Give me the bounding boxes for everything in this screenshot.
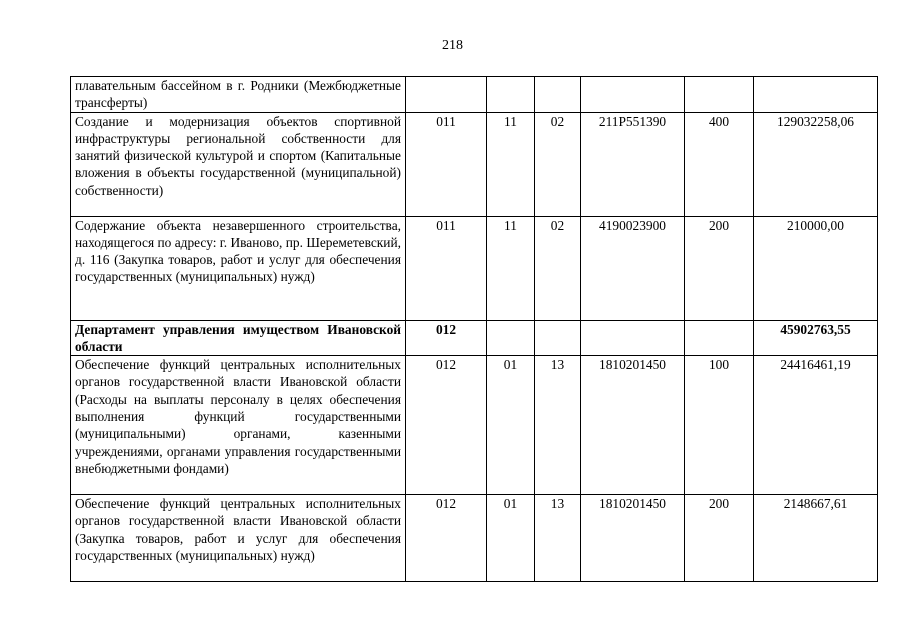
row-description: Департамент управления имуществом Ивановской области <box>71 320 406 356</box>
table-row <box>71 112 878 216</box>
subsection-code: 13 <box>535 495 581 582</box>
table-row <box>71 77 878 113</box>
ministry-code: 012 <box>406 356 487 495</box>
subsection-code <box>535 77 581 113</box>
subsection-code: 02 <box>535 112 581 216</box>
expense-type-code: 200 <box>685 495 754 582</box>
table-row <box>71 495 878 582</box>
amount: 129032258,06 <box>754 112 878 216</box>
ministry-code: 011 <box>406 112 487 216</box>
section-code <box>487 77 535 113</box>
expense-type-code: 200 <box>685 216 754 320</box>
row-description: плавательным бассейном в г. Родники (Межбюджетные трансферты) <box>71 77 406 113</box>
section-code: 11 <box>487 112 535 216</box>
row-description: Обеспечение функций центральных исполнительных органов государственной власти Ивановской области (Закупка товаров, работ и услуг для обеспечения государственных (муниципальных) нужд) <box>71 495 406 582</box>
row-description: Обеспечение функций центральных исполнительных органов государственной власти Ивановской области (Расходы на выплаты персоналу в целях обеспечения выполнения функций государственными (муниципальными) органами, казенными учреждениями, органами управления государственными внебюджетными фондами) <box>71 356 406 495</box>
amount: 210000,00 <box>754 216 878 320</box>
target-article-code <box>581 77 685 113</box>
expense-type-code: 400 <box>685 112 754 216</box>
expense-type-code <box>685 320 754 356</box>
ministry-code: 012 <box>406 495 487 582</box>
subsection-code <box>535 320 581 356</box>
amount: 45902763,55 <box>754 320 878 356</box>
section-code: 11 <box>487 216 535 320</box>
table-row <box>71 216 878 320</box>
target-article-code <box>581 320 685 356</box>
target-article-code: 1810201450 <box>581 356 685 495</box>
table-row-department <box>71 320 878 356</box>
section-code <box>487 320 535 356</box>
expense-type-code <box>685 77 754 113</box>
ministry-code <box>406 77 487 113</box>
ministry-code: 011 <box>406 216 487 320</box>
amount: 2148667,61 <box>754 495 878 582</box>
subsection-code: 13 <box>535 356 581 495</box>
budget-table <box>70 76 878 582</box>
target-article-code: 211P551390 <box>581 112 685 216</box>
table-row <box>71 356 878 495</box>
section-code: 01 <box>487 356 535 495</box>
amount: 24416461,19 <box>754 356 878 495</box>
expense-type-code: 100 <box>685 356 754 495</box>
ministry-code: 012 <box>406 320 487 356</box>
amount <box>754 77 878 113</box>
section-code: 01 <box>487 495 535 582</box>
target-article-code: 1810201450 <box>581 495 685 582</box>
page-number: 218 <box>442 38 463 53</box>
target-article-code: 4190023900 <box>581 216 685 320</box>
row-description: Создание и модернизация объектов спортивной инфраструктуры региональной собственности для занятий физической культурой и спортом (Капитальные вложения в объекты государственной (муниципальной) собственности) <box>71 112 406 216</box>
subsection-code: 02 <box>535 216 581 320</box>
row-description: Содержание объекта незавершенного строительства, находящегося по адресу: г. Иваново, пр. Шереметевский, д. 116 (Закупка товаров, работ и услуг для обеспечения государственных (муниципальных) нужд) <box>71 216 406 320</box>
